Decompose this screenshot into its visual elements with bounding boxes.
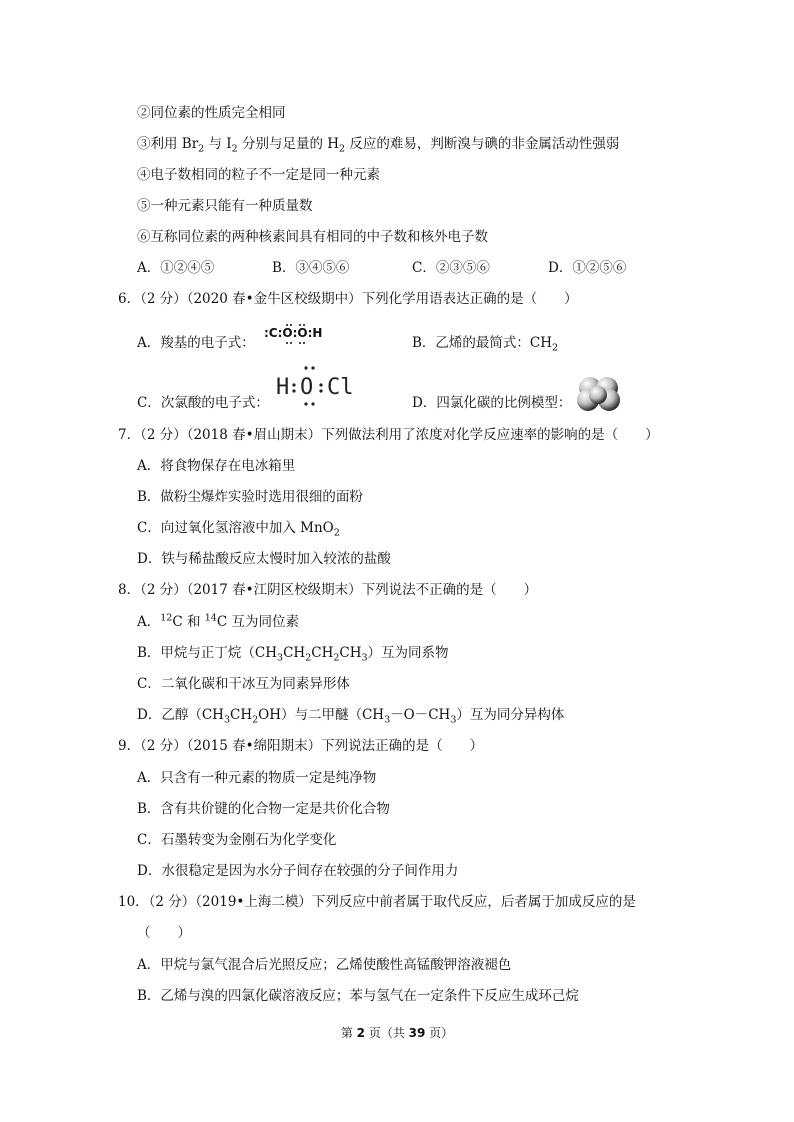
svg-text:Cl: Cl — [327, 375, 354, 400]
svg-text:O: O — [300, 375, 314, 400]
q9-option-d: D．水很稳定是因为水分子间存在较强的分子间作用力 — [137, 863, 459, 879]
q10-option-a: A．甲烷与氯气混合后光照反应；乙烯使酸性高锰酸钾溶液褪色 — [137, 957, 512, 973]
q10-option-b: B．乙烯与溴的四氯化碳溶液反应；苯与氢气在一定条件下反应生成环己烷 — [137, 988, 579, 1004]
q5-option-d: D．①②⑤⑥ — [548, 260, 627, 276]
q6-option-d: D．四氯化碳的比例模型： — [412, 395, 572, 411]
q9-stem: 9．（2 分）（2015 春•绵阳期末）下列说法正确的是（ ） — [118, 738, 484, 754]
q5-option-c: C．②③⑤⑥ — [412, 260, 490, 276]
page-total: 39 — [408, 1026, 426, 1040]
svg-text:H: H — [276, 375, 290, 400]
q8-option-c: C．二氧化碳和干冰互为同素异形体 — [137, 676, 350, 692]
q7-option-d: D．铁与稀盐酸反应太慢时加入较浓的盐酸 — [137, 551, 391, 567]
q9-option-c: C．石墨转变为金刚石为化学变化 — [137, 832, 337, 848]
q10-answer-paren: （ ） — [137, 925, 191, 941]
statement-5: ⑤一种元素只能有一种质量数 — [137, 198, 313, 214]
statement-3: ③利用 $Br_2$ 与 $I_2$ 分别与足量的 $H_2$ 反应的难易，判断溴与碘的非金属活动性强弱 — [137, 136, 620, 155]
q9-option-a: A．只含有一种元素的物质一定是纯净物 — [137, 770, 377, 786]
statement-2: ②同位素的性质完全相同 — [137, 105, 286, 121]
q9-option-b: B．含有共价键的化合物一定是共价化合物 — [137, 801, 390, 817]
q8-option-b: B．甲烷与正丁烷$(CH_3CH_2CH_2CH_3)$互为同系物 — [137, 645, 449, 664]
statement-4: ④电子数相同的粒子不一定是同一种元素 — [137, 167, 380, 183]
q6-option-a: A．羧基的电子式： — [137, 335, 255, 351]
q8-stem: 8．（2 分）（2017 春•江阴区校级期末）下列说法不正确的是（ ） — [118, 582, 538, 598]
q7-option-c: C．向过氧化氢溶液中加入 MnO$_2$ — [137, 520, 340, 539]
q5-option-b: B．③④⑤⑥ — [272, 260, 350, 276]
carboxyl-electron-formula — [262, 322, 326, 346]
q10-stem: 10．（2 分）（2019•上海二模）下列反应中前者属于取代反应，后者属于加成反应的是 — [118, 894, 636, 910]
statement-6: ⑥互称同位素的两种核素间具有相同的中子数和核外电子数 — [137, 229, 488, 245]
q6-stem: 6．（2 分）（2020 春•金牛区校级期中）下列化学用语表达正确的是（ ） — [118, 291, 578, 307]
ccl4-space-filling-model — [576, 375, 622, 413]
q8-option-a: A．$^{12}$C 和 $^{14}$C 互为同位素 — [137, 612, 299, 630]
page-footer: 第 2 页（共 39 页） — [340, 1026, 454, 1040]
q7-stem: 7．（2 分）（2018 春•眉山期末）下列做法利用了浓度对化学反应速率的影响的是（ ） — [118, 427, 659, 443]
q8-option-d: D．乙醇$(CH_3CH_2OH)$与二甲醚$(CH_3-O-CH_3)$互为同分异构体 — [137, 707, 565, 726]
q5-option-a: A．①②④⑤ — [137, 260, 215, 276]
q6-option-c: C．次氯酸的电子式： — [137, 395, 269, 411]
hypochlorous-electron-formula — [274, 364, 366, 408]
q6-option-b: B．乙烯的最简式：$CH_2$ — [412, 335, 559, 354]
q7-option-b: B．做粉尘爆炸实验时选用很细的面粉 — [137, 489, 363, 505]
page-number: 2 — [356, 1026, 365, 1040]
svg-text::C:O:O:H: :C:O:O:H — [264, 326, 323, 340]
q7-option-a: A．将食物保存在电冰箱里 — [137, 458, 296, 474]
